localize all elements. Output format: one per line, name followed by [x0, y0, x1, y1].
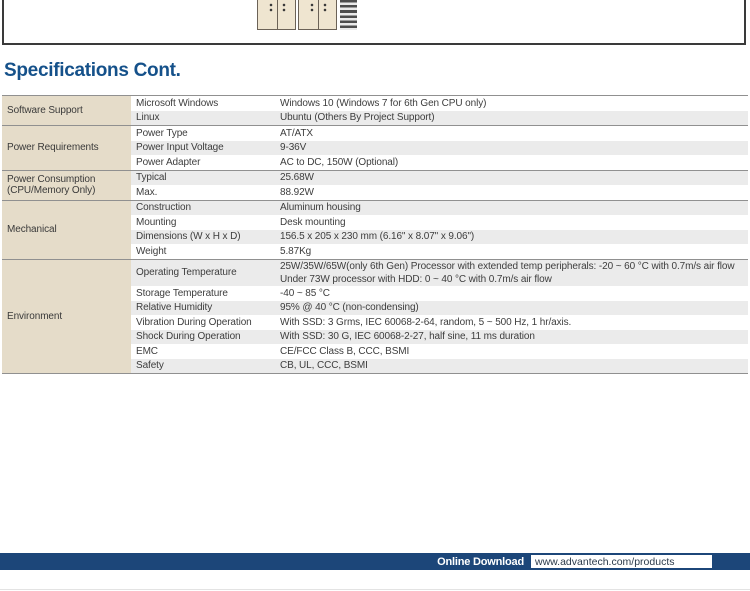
spec-table	[2, 95, 748, 374]
spec-row	[131, 141, 748, 156]
spec-label: Safety	[136, 360, 164, 372]
spec-label: Shock During Operation	[136, 331, 241, 343]
spec-group	[2, 95, 748, 125]
spec-label: Power Input Voltage	[136, 142, 224, 153]
product-photo-crop	[257, 0, 357, 30]
spec-value: 25W/35W/65W(only 6th Gen) Processor with extended temp peripherals: -20 ~ 60 °C with 0.7m/s air flow Under 73W processor with HDD: 0 ~ 40 °C with 0.7m/s air flow	[280, 260, 735, 285]
heatsink-fins-icon	[340, 0, 357, 30]
spec-group	[2, 125, 748, 170]
spec-label: Weight	[136, 245, 167, 257]
spec-row	[131, 330, 748, 345]
spec-row	[131, 96, 748, 111]
spec-value: 156.5 x 205 x 230 mm (6.16" x 8.07" x 9.06")	[280, 231, 475, 243]
spec-label: Mounting	[136, 216, 177, 228]
spec-group	[2, 170, 748, 200]
spec-label: Microsoft Windows	[136, 97, 219, 109]
spec-label: Construction	[136, 202, 191, 213]
spec-category: Power Requirements	[2, 126, 131, 170]
terminal-block-icon	[257, 0, 296, 30]
spec-row	[131, 126, 748, 141]
spec-row	[131, 111, 748, 126]
spec-value: AC to DC, 150W (Optional)	[280, 156, 399, 168]
spec-label: Linux	[136, 112, 160, 123]
spec-row	[131, 315, 748, 330]
spec-label: Typical	[136, 172, 167, 183]
spec-value: -40 ~ 85 °C	[280, 287, 330, 299]
spec-label: Power Type	[136, 127, 188, 139]
spec-value: CB, UL, CCC, BSMI	[280, 360, 368, 372]
spec-value: With SSD: 30 G, IEC 60068-2-27, half sine, 11 ms duration	[280, 331, 535, 343]
spec-group	[2, 259, 748, 374]
spec-value: Windows 10 (Windows 7 for 6th Gen CPU only)	[280, 97, 487, 109]
spec-category: Environment	[2, 260, 131, 374]
spec-row	[131, 344, 748, 359]
spec-value: With SSD: 3 Grms, IEC 60068-2-64, random, 5 ~ 500 Hz, 1 hr/axis.	[280, 316, 572, 328]
spec-label: Operating Temperature	[136, 267, 237, 279]
spec-row	[131, 260, 748, 287]
spec-value: Desk mounting	[280, 216, 346, 228]
spec-category: Software Support	[2, 96, 131, 125]
footer-bar	[0, 553, 750, 570]
page-title: Specifications Cont.	[4, 60, 181, 81]
spec-label: Vibration During Operation	[136, 316, 252, 328]
terminal-block-icon	[298, 0, 337, 30]
online-download-label: Online Download	[437, 555, 524, 568]
spec-row	[131, 301, 748, 316]
spec-value: AT/ATX	[280, 127, 313, 139]
spec-label: Max.	[136, 186, 158, 198]
spec-row	[131, 286, 748, 301]
spec-row	[131, 230, 748, 245]
spec-label: Power Adapter	[136, 156, 201, 168]
spec-row	[131, 155, 748, 170]
page-bottom-edge	[0, 589, 750, 590]
spec-value: CE/FCC Class B, CCC, BSMI	[280, 345, 410, 357]
spec-value: 5.87Kg	[280, 245, 312, 257]
spec-label: Relative Humidity	[136, 302, 213, 314]
spec-value: 25.68W	[280, 172, 314, 184]
spec-row	[131, 215, 748, 230]
product-photo-frame	[2, 0, 746, 45]
spec-row	[131, 171, 748, 186]
spec-row	[131, 185, 748, 200]
spec-row	[131, 201, 748, 216]
spec-row	[131, 244, 748, 259]
spec-label: Storage Temperature	[136, 287, 228, 299]
spec-value: Ubuntu (Others By Project Support)	[280, 112, 435, 124]
spec-label: EMC	[136, 345, 158, 357]
spec-value: 9-36V	[280, 142, 307, 154]
spec-category: Mechanical	[2, 201, 131, 259]
spec-category: Power Consumption (CPU/Memory Only)	[2, 171, 131, 200]
spec-row	[131, 359, 748, 374]
spec-label: Dimensions (W x H x D)	[136, 231, 241, 242]
spec-value: 95% @ 40 °C (non-condensing)	[280, 302, 419, 314]
download-url-box[interactable]	[531, 555, 712, 568]
spec-value: Aluminum housing	[280, 202, 361, 214]
spec-group	[2, 200, 748, 259]
download-url: www.advantech.com/products	[535, 555, 675, 568]
spec-value: 88.92W	[280, 186, 314, 198]
